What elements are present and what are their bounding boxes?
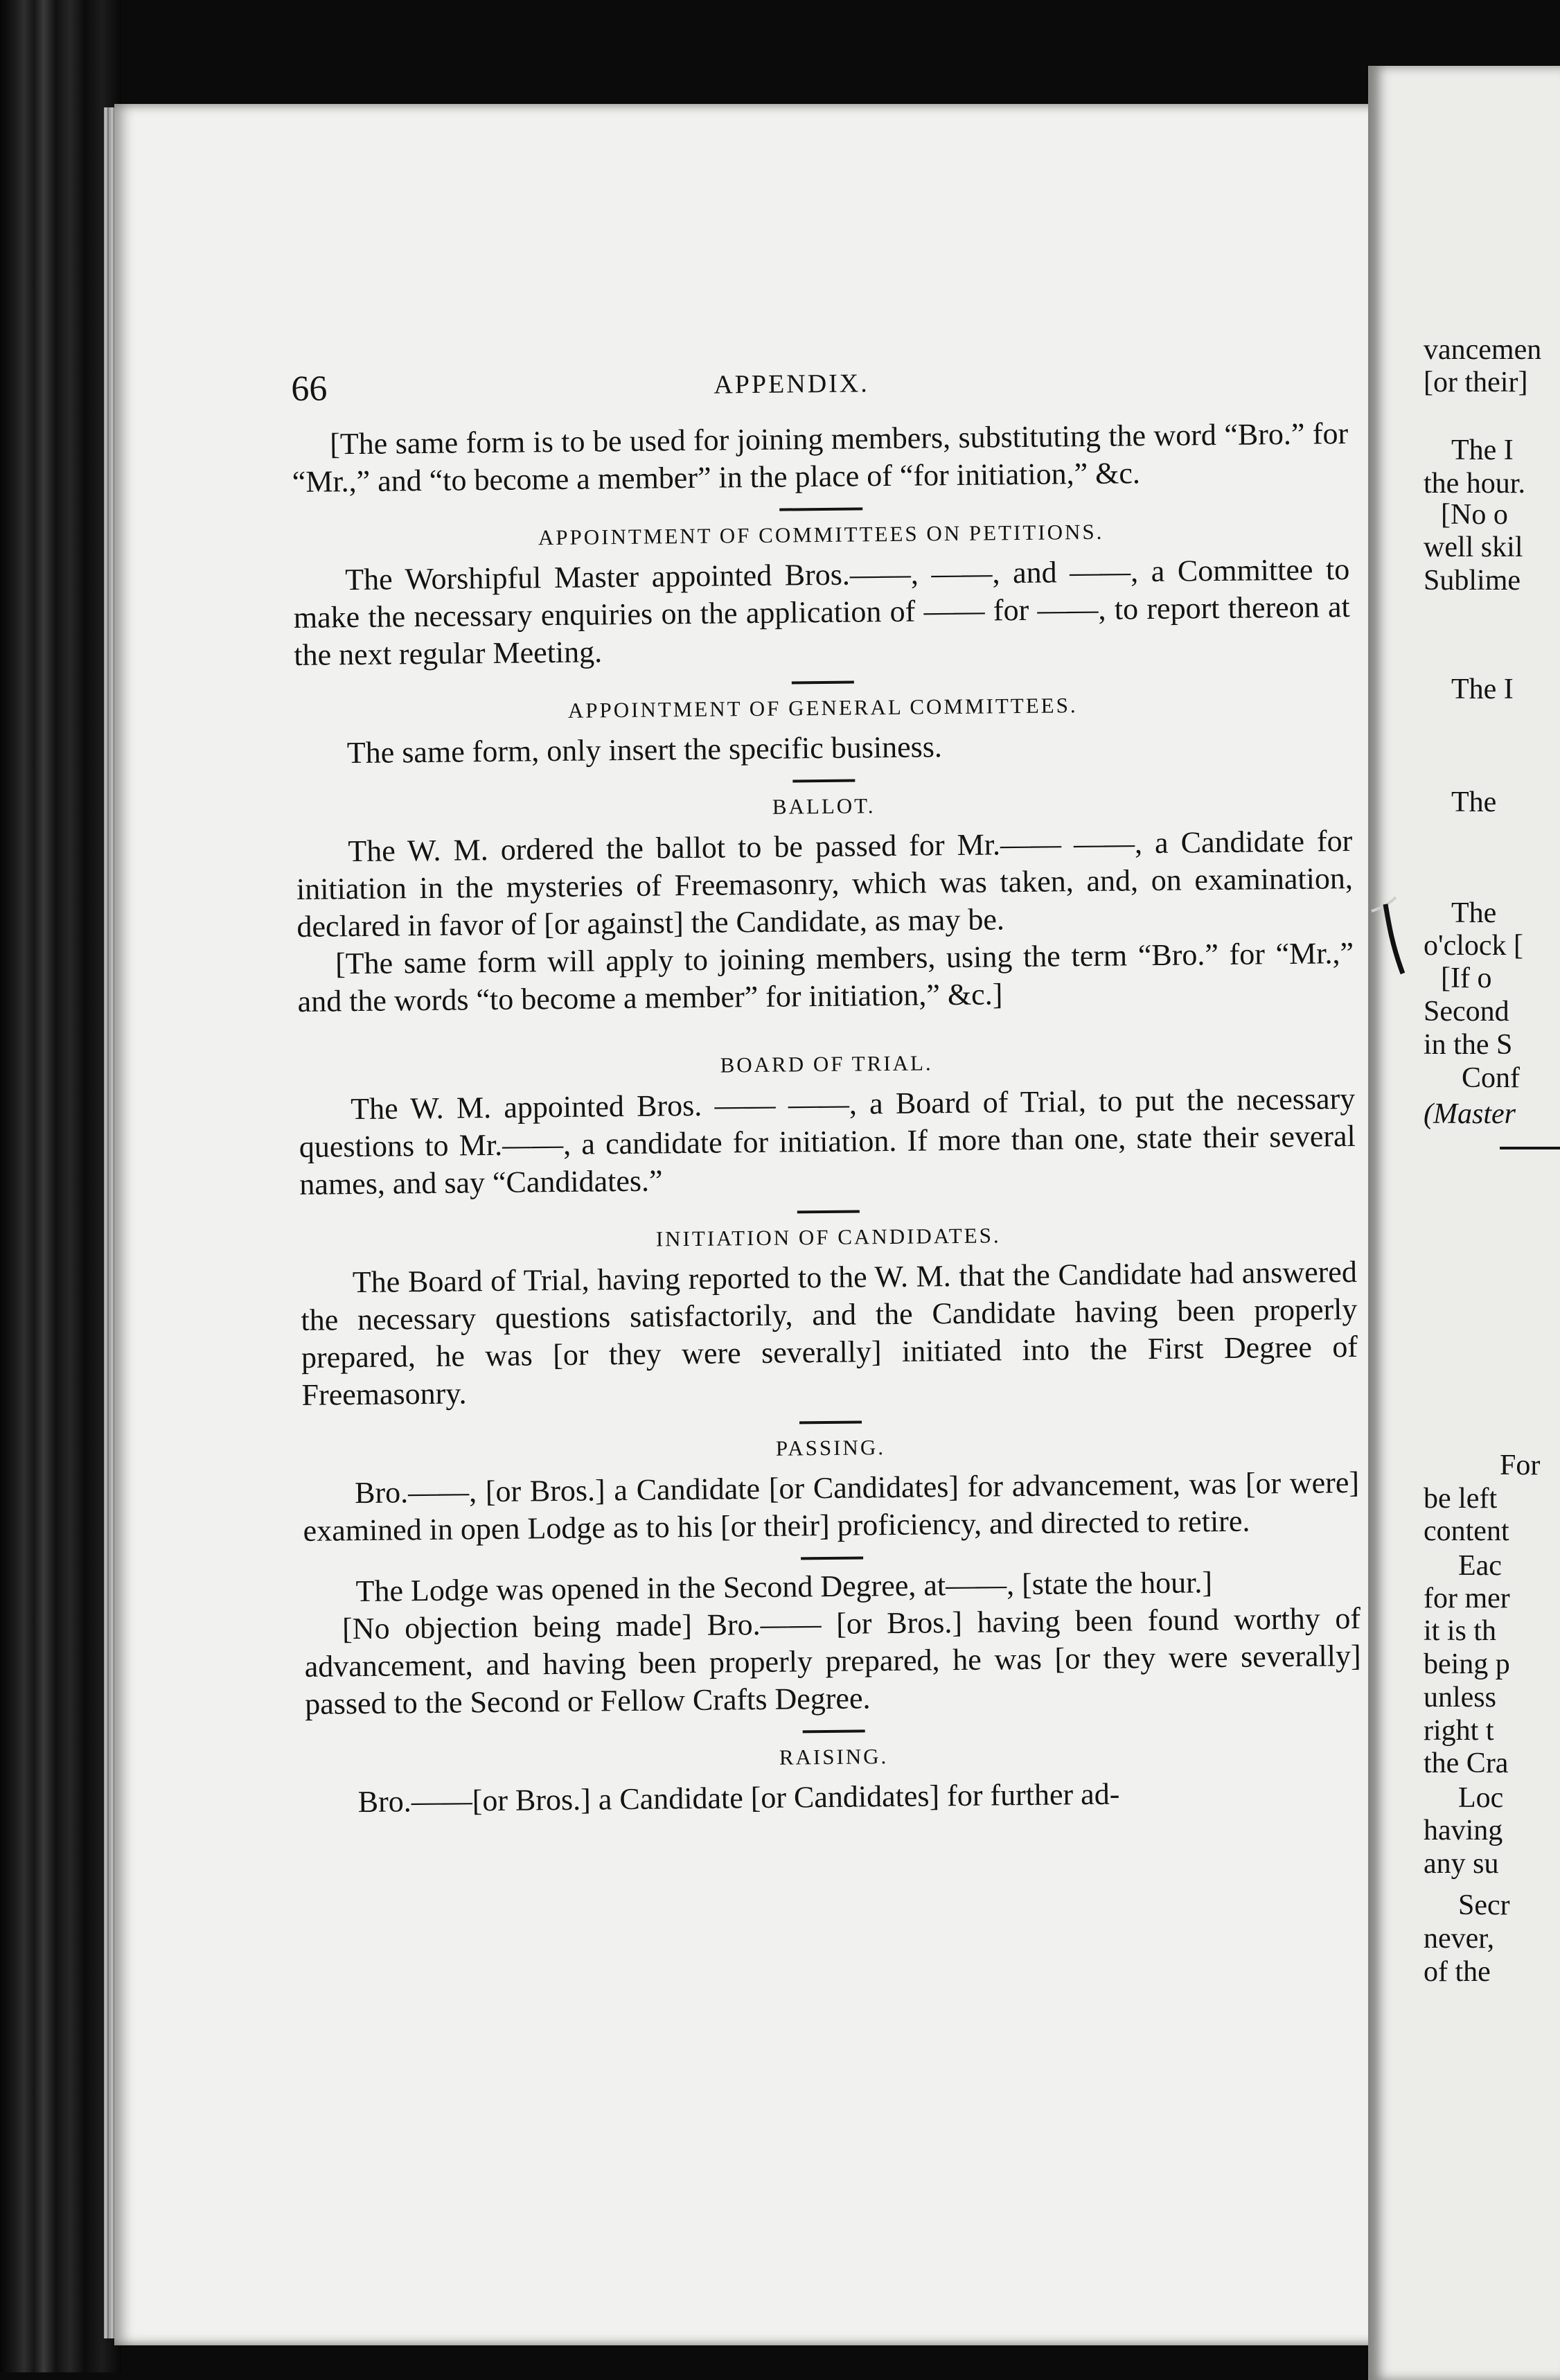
right-page-line: unless bbox=[1424, 1682, 1496, 1713]
right-page-line: Eac bbox=[1458, 1550, 1502, 1582]
section-title-board-of-trial: BOARD OF TRIAL. bbox=[720, 1050, 933, 1077]
right-page-line: Conf bbox=[1462, 1062, 1520, 1094]
page-header bbox=[291, 353, 1348, 426]
page-content bbox=[291, 353, 1363, 1822]
right-page-line: of the bbox=[1424, 1956, 1491, 1988]
right-page-line: [No o bbox=[1441, 499, 1508, 531]
running-head: APPENDIX. bbox=[713, 369, 869, 400]
right-page-line: be left bbox=[1424, 1483, 1498, 1515]
right-page-line: Second bbox=[1424, 996, 1509, 1028]
right-page-line: in the S bbox=[1424, 1029, 1513, 1061]
section-title-passing: PASSING. bbox=[775, 1435, 886, 1461]
right-page-line: The I bbox=[1451, 434, 1514, 466]
right-page-line: being p bbox=[1424, 1648, 1510, 1680]
paragraph-general-committees: The same form, only insert the specific business. bbox=[346, 730, 943, 770]
right-page-line: For bbox=[1500, 1449, 1541, 1481]
section-divider bbox=[801, 1556, 863, 1560]
page-number: 66 bbox=[291, 369, 328, 409]
paragraph-raising: Bro.——[or Bros.] a Candidate [or Candidates] for further ad- bbox=[357, 1777, 1120, 1819]
right-page-line: Secr bbox=[1458, 1889, 1510, 1921]
section-title-ballot: BALLOT. bbox=[772, 793, 876, 819]
section-divider bbox=[802, 1729, 865, 1733]
right-page bbox=[1368, 66, 1560, 2380]
right-page-line: the hour. bbox=[1424, 468, 1525, 500]
section-divider bbox=[799, 1420, 862, 1424]
right-page-line: The I bbox=[1451, 673, 1514, 705]
paragraph-passing-lodge-opened: The Lodge was opened in the Second Degree, at——, [state the hour.] bbox=[355, 1565, 1213, 1609]
right-page-line: well skil bbox=[1424, 531, 1523, 563]
section-title-initiation: INITIATION OF CANDIDATES. bbox=[655, 1223, 1001, 1251]
right-page-line: [or their] bbox=[1424, 367, 1528, 398]
paragraph-committees-on-petitions: The Worshipful Master appointed Bros.——, ——, and ——, a Committee to make the necessary enquiries on the application of —— for ——, to report thereon at the next regular Meeting. bbox=[293, 552, 1351, 672]
binding-thread bbox=[1365, 883, 1413, 980]
right-page-line: the Cra bbox=[1424, 1747, 1509, 1779]
section-divider bbox=[792, 779, 855, 783]
right-page-line: (Master bbox=[1424, 1098, 1516, 1130]
right-page-line: o'clock [ bbox=[1424, 930, 1524, 962]
section-divider bbox=[779, 507, 862, 511]
right-page-line: Sublime bbox=[1424, 565, 1521, 597]
paragraph-initiation: The Board of Trial, having reported to the W. M. that the Candidate had answered the necessary questions satisfactorily, and the Candidate having been properly prepared, he was [or they were severally] initiated into the First Degree of Freemasonry. bbox=[301, 1254, 1358, 1412]
section-title-raising: RAISING. bbox=[779, 1744, 889, 1770]
paragraph-passing: Bro.——, [or Bros.] a Candidate [or Candidates] for advancement, was [or were] examined in open Lodge as to his [or their] proficiency, and directed to retire. bbox=[303, 1465, 1360, 1548]
right-page-line: content bbox=[1424, 1515, 1509, 1547]
note-ballot: [The same form will apply to joining members, using the term “Bro.” for “Mr.,” and the words “to become a member” for initiation,” &c.] bbox=[297, 935, 1354, 1019]
right-page-line: vancemen bbox=[1424, 334, 1542, 366]
intro-note: [The same form is to be used for joining members, substituting the word “Bro.” for “Mr.,” and “to become a member” in the place of “for initiation,” &c. bbox=[292, 416, 1349, 499]
right-page-line: The bbox=[1451, 897, 1497, 929]
right-page-line: any su bbox=[1424, 1848, 1499, 1880]
right-page-line: having bbox=[1424, 1815, 1503, 1846]
right-page-line: it is th bbox=[1424, 1615, 1497, 1647]
paragraph-board-of-trial: The W. M. appointed Bros. —— ——, a Board of Trial, to put the necessary questions to Mr.——, a candidate for initiation. If more than one, state their several names, and say “Candidates.” bbox=[299, 1081, 1356, 1201]
book-binding bbox=[0, 0, 121, 2372]
right-page-line: Loc bbox=[1458, 1782, 1504, 1814]
right-page-line: for mer bbox=[1424, 1583, 1510, 1614]
section-title-general-committees: APPOINTMENT OF GENERAL COMMITTEES. bbox=[567, 693, 1078, 723]
right-page-line: never, bbox=[1424, 1923, 1495, 1955]
right-page-line: [If o bbox=[1441, 962, 1492, 994]
right-page-line: The bbox=[1451, 786, 1497, 818]
paragraph-passing-advancement: [No objection being made] Bro.—— [or Bros.] having been found worthy of advancement, and having been properly prepared, he was [or they were severally] passed to the Second or Fellow Crafts Degree. bbox=[304, 1601, 1361, 1721]
section-divider bbox=[797, 1210, 859, 1213]
section-divider bbox=[791, 681, 853, 685]
right-page-line: right t bbox=[1424, 1715, 1494, 1747]
right-page-divider bbox=[1500, 1147, 1560, 1149]
section-title-committees-on-petitions: APPOINTMENT OF COMMITTEES ON PETITIONS. bbox=[538, 519, 1104, 550]
paragraph-ballot: The W. M. ordered the ballot to be passed for Mr.—— ——, a Candidate for initiation in the mysteries of Freemasonry, which was taken, and, on examination, declared in favor of [or against] the Candidate, as may be. bbox=[296, 823, 1354, 944]
left-page bbox=[114, 104, 1399, 2345]
